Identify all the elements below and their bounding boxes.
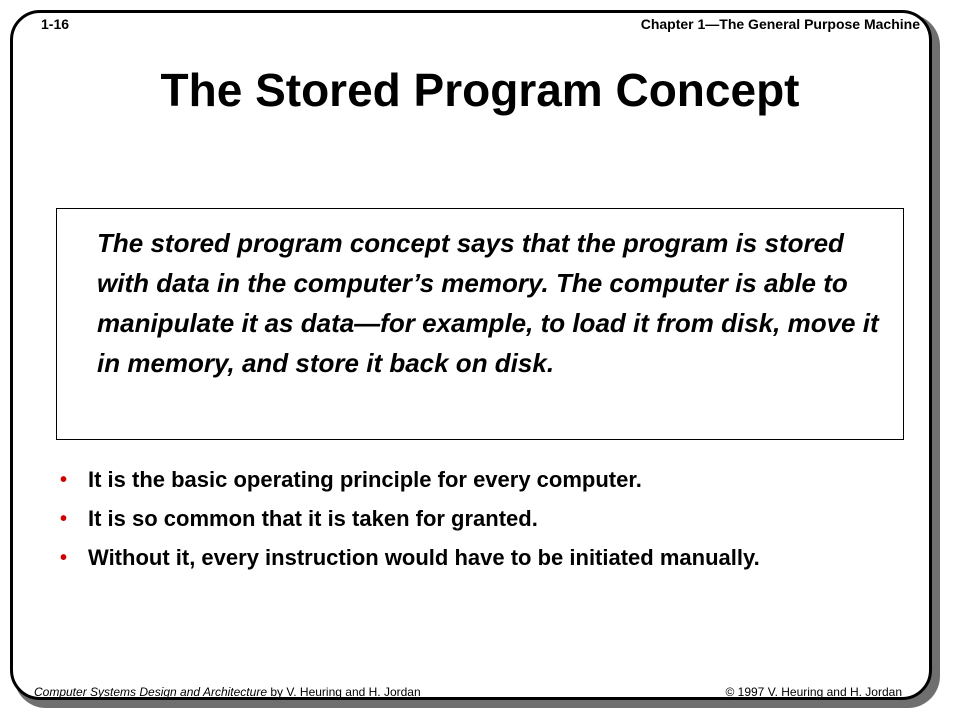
slide-number: 1-16 — [41, 16, 70, 32]
footer-copyright: © 1997 V. Heuring and H. Jordan — [725, 685, 902, 699]
page-title: The Stored Program Concept — [160, 64, 800, 116]
definition-box — [56, 208, 904, 440]
bullet-list — [60, 467, 860, 584]
bullet-text: It is the basic operating principle for every computer. — [88, 467, 642, 492]
bullet-item — [60, 506, 860, 532]
footer-authors: by V. Heuring and H. Jordan — [267, 685, 421, 699]
bullet-item — [60, 467, 860, 493]
footer-book-title: Computer Systems Design and Architecture — [34, 685, 267, 699]
chapter-title: Chapter 1—The General Purpose Machine — [640, 16, 920, 32]
footer-citation — [34, 685, 421, 699]
bullet-text: It is so common that it is taken for granted. — [88, 506, 538, 531]
bullet-item — [60, 545, 860, 571]
bullet-icon: • — [60, 469, 68, 491]
bullet-icon: • — [60, 547, 68, 569]
bullet-text: Without it, every instruction would have to be initiated manually. — [88, 545, 760, 570]
bullet-icon: • — [60, 508, 68, 530]
definition-text: The stored program concept says that the program is stored with data in the computer’s memory. The computer is able to manipulate it as data—for example, to load it from disk, move it in memory, and store it back on disk. — [97, 228, 879, 378]
